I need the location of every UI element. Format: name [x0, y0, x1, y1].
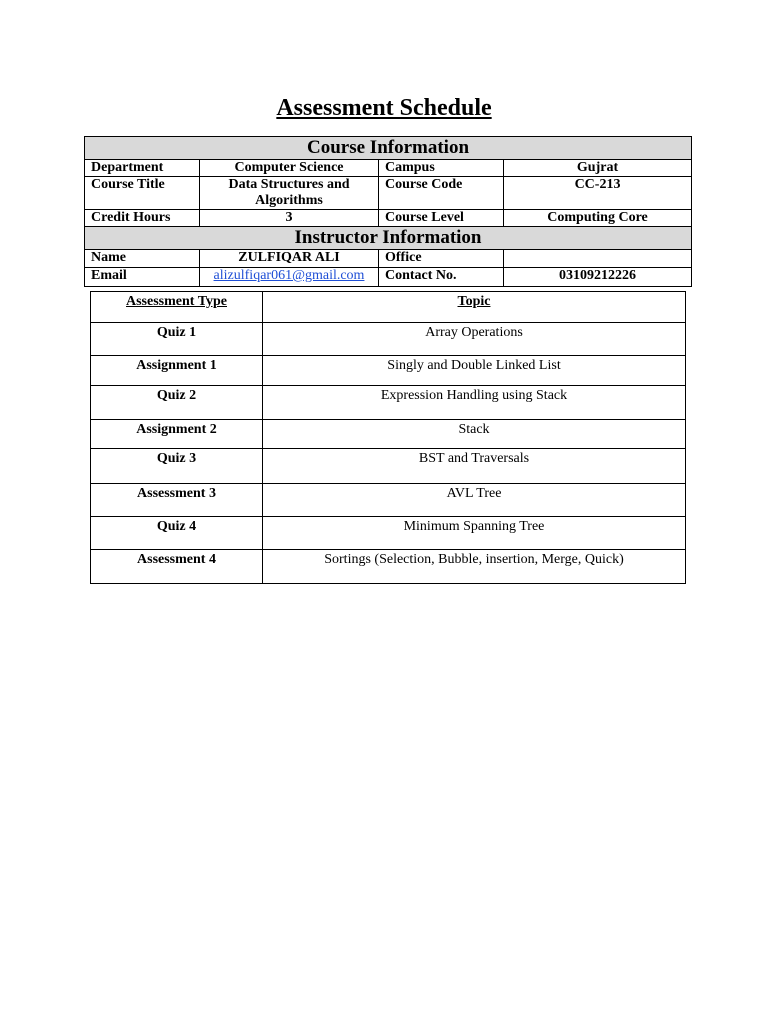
topic-header: Topic	[263, 292, 686, 323]
department-value: Computer Science	[200, 160, 379, 177]
contact-value: 03109212226	[504, 268, 692, 287]
topic-cell: Sortings (Selection, Bubble, insertion, Merge, Quick)	[263, 550, 686, 584]
table-row	[91, 449, 686, 484]
topic-cell: Minimum Spanning Tree	[263, 517, 686, 550]
table-row	[85, 250, 692, 268]
table-row	[91, 550, 686, 584]
name-label: Name	[85, 250, 200, 268]
assessment-schedule-table	[90, 291, 686, 584]
campus-value: Gujrat	[504, 160, 692, 177]
topic-cell: Stack	[263, 420, 686, 449]
assessment-type-cell: Assignment 1	[91, 356, 263, 386]
table-row	[91, 420, 686, 449]
topic-cell: BST and Traversals	[263, 449, 686, 484]
email-label: Email	[85, 268, 200, 287]
assessment-type-cell: Assignment 2	[91, 420, 263, 449]
assessment-type-cell: Assessment 4	[91, 550, 263, 584]
assessment-type-cell: Quiz 4	[91, 517, 263, 550]
email-link[interactable]: alizulfiqar061@gmail.com	[200, 268, 379, 287]
credit-hours-label: Credit Hours	[85, 210, 200, 227]
course-info-heading-row	[85, 137, 692, 160]
assessment-type-cell: Assessment 3	[91, 484, 263, 517]
table-row	[91, 356, 686, 386]
topic-cell: AVL Tree	[263, 484, 686, 517]
page-title: Assessment Schedule	[276, 95, 492, 121]
assessment-type-cell: Quiz 1	[91, 323, 263, 356]
table-row	[91, 386, 686, 420]
course-level-label: Course Level	[379, 210, 504, 227]
schedule-header-row	[91, 292, 686, 323]
course-title-label: Course Title	[85, 177, 200, 210]
table-row	[85, 177, 692, 210]
course-title-value: Data Structures and Algorithms	[200, 177, 379, 210]
course-info-table	[84, 136, 692, 287]
course-code-value: CC-213	[504, 177, 692, 210]
name-value: ZULFIQAR ALI	[200, 250, 379, 268]
assessment-type-header: Assessment Type	[91, 292, 263, 323]
campus-label: Campus	[379, 160, 504, 177]
table-row	[91, 517, 686, 550]
assessment-type-cell: Quiz 2	[91, 386, 263, 420]
topic-cell: Array Operations	[263, 323, 686, 356]
table-row	[85, 210, 692, 227]
department-label: Department	[85, 160, 200, 177]
course-info-heading: Course Information	[85, 137, 692, 160]
instructor-info-heading: Instructor Information	[85, 227, 692, 250]
course-code-label: Course Code	[379, 177, 504, 210]
table-row	[91, 323, 686, 356]
assessment-type-cell: Quiz 3	[91, 449, 263, 484]
table-row	[85, 160, 692, 177]
table-row	[91, 484, 686, 517]
instructor-info-heading-row	[85, 227, 692, 250]
credit-hours-value: 3	[200, 210, 379, 227]
office-label: Office	[379, 250, 504, 268]
table-row	[85, 268, 692, 287]
contact-label: Contact No.	[379, 268, 504, 287]
office-value	[504, 250, 692, 268]
topic-cell: Singly and Double Linked List	[263, 356, 686, 386]
topic-cell: Expression Handling using Stack	[263, 386, 686, 420]
course-level-value: Computing Core	[504, 210, 692, 227]
